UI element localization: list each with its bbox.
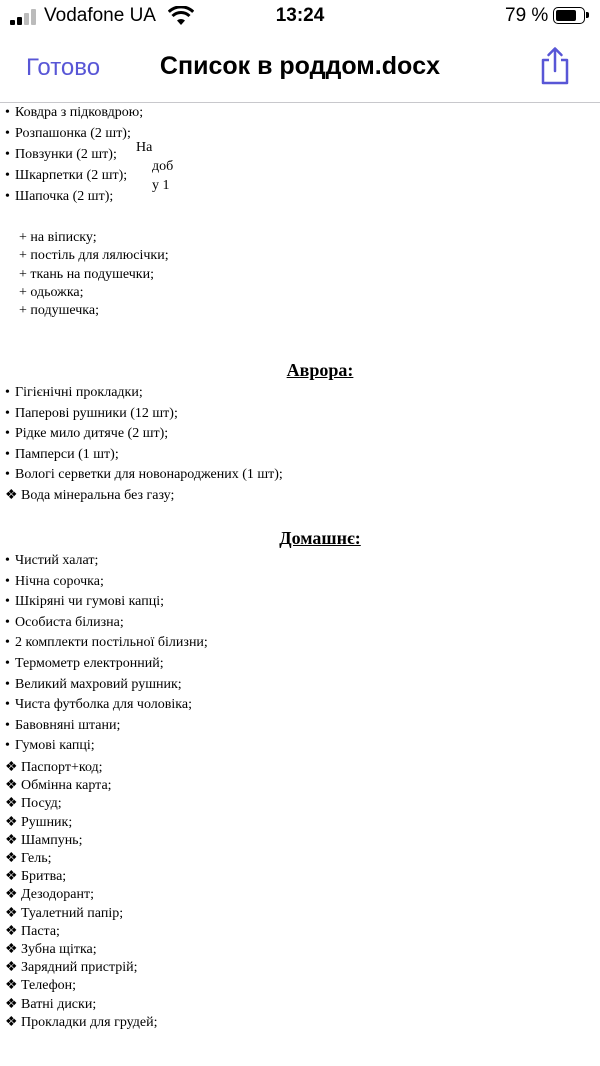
list-item-text: Обмінна карта; — [21, 778, 112, 794]
bullet-icon: • — [5, 426, 10, 442]
bullet-icon: • — [5, 189, 10, 204]
plus-item — [19, 302, 99, 320]
diamond-bullet-icon: ❖ — [5, 978, 18, 994]
list-item — [5, 777, 112, 795]
list-item-text: Чистий халат; — [15, 553, 99, 568]
diamond-bullet-icon: ❖ — [5, 851, 18, 866]
diamond-bullet-icon: ❖ — [5, 832, 18, 848]
list-item-text: Чиста футболка для чоловіка; — [15, 697, 192, 713]
list-item — [5, 405, 178, 423]
plus-item — [19, 284, 84, 302]
list-item — [5, 104, 143, 122]
battery-icon — [553, 7, 585, 24]
list-item-text: Шапочка (2 шт); — [15, 189, 114, 204]
share-icon[interactable] — [538, 46, 572, 86]
list-item-text: Паста; — [21, 923, 60, 939]
list-item-text: Прокладки для грудей; — [21, 1014, 158, 1030]
list-item — [5, 634, 208, 652]
list-item — [5, 125, 131, 143]
list-item — [5, 795, 62, 813]
list-item-text: Рідке мило дитяче (2 шт); — [15, 426, 169, 442]
list-item — [5, 676, 182, 694]
list-item — [5, 996, 96, 1014]
list-item-text: + ткань на подушечки; — [19, 266, 154, 282]
bullet-icon: • — [5, 635, 10, 651]
list-item-text: 2 комплекти постільної білизни; — [15, 635, 208, 651]
list-item-text: Нічна сорочка; — [15, 573, 104, 589]
section-heading-home: Домашнє: — [279, 528, 361, 548]
list-item — [5, 466, 283, 484]
diamond-bullet-icon: ❖ — [5, 796, 18, 812]
list-item — [5, 487, 174, 505]
bullet-icon: • — [5, 405, 10, 421]
bullet-icon: • — [5, 105, 10, 120]
bullet-icon: • — [5, 573, 10, 589]
list-item-text: Великий махровий рушник; — [15, 676, 182, 692]
list-item-text: Туалетний папір; — [21, 905, 124, 921]
list-item-text: Термометр електронний; — [15, 656, 164, 671]
section-heading-aurora: Аврора: — [286, 360, 354, 380]
list-item-text: Зарядний пристрій; — [21, 960, 138, 976]
list-item-text: Бавовняні штани; — [15, 717, 121, 733]
list-item-text: Посуд; — [21, 796, 62, 812]
list-item — [5, 593, 164, 611]
list-item — [5, 146, 117, 164]
list-item-text: Ватні диски; — [21, 996, 97, 1012]
list-item — [5, 188, 113, 206]
list-item-text: Рушник; — [21, 814, 73, 830]
list-item-text: Шкіряні чи гумові капці; — [15, 594, 164, 610]
diamond-bullet-icon: ❖ — [5, 887, 18, 903]
list-item — [5, 886, 94, 904]
bullet-icon: • — [5, 594, 10, 610]
list-item — [5, 614, 124, 632]
diamond-bullet-icon: ❖ — [5, 488, 18, 503]
list-item — [5, 655, 164, 673]
diamond-bullet-icon: ❖ — [5, 1014, 18, 1030]
list-item-text: Бритва; — [21, 869, 67, 885]
list-item-text: Особиста білизна; — [15, 614, 124, 630]
bullet-icon: • — [5, 385, 10, 400]
plus-item — [19, 247, 169, 265]
document-title: Список в роддом.docx — [159, 52, 441, 80]
list-item — [5, 717, 120, 735]
bullet-icon: • — [5, 717, 10, 733]
bullet-icon: • — [5, 168, 10, 183]
list-item-text: Гель; — [21, 851, 52, 866]
navigation-bar — [0, 36, 600, 103]
diamond-bullet-icon: ❖ — [5, 996, 18, 1012]
list-item-text: Повзунки (2 шт); — [15, 147, 117, 162]
bullet-icon: • — [5, 147, 10, 162]
diamond-bullet-icon: ❖ — [5, 905, 18, 921]
list-item-text: Паперові рушники (12 шт); — [15, 405, 178, 421]
bullet-icon: • — [5, 467, 10, 483]
side-note-line: На — [136, 140, 153, 155]
list-item — [5, 923, 60, 941]
list-item-text: Телефон; — [21, 978, 77, 994]
list-item-text: Гігієнічні прокладки; — [15, 385, 143, 400]
diamond-bullet-icon: ❖ — [5, 869, 18, 885]
list-item — [5, 832, 82, 850]
bullet-icon: • — [5, 126, 10, 141]
bullet-icon: • — [5, 676, 10, 692]
diamond-bullet-icon: ❖ — [5, 960, 18, 976]
bullet-icon: • — [5, 697, 10, 713]
diamond-bullet-icon: ❖ — [5, 923, 18, 939]
list-item-text: Ковдра з підковдрою; — [15, 105, 144, 120]
list-item-text: Дезодорант; — [21, 887, 94, 903]
list-item — [5, 552, 98, 570]
list-item — [5, 1014, 157, 1032]
list-item — [5, 814, 72, 832]
list-item-text: + подушечка; — [19, 303, 99, 319]
bullet-icon: • — [5, 738, 10, 754]
list-item — [5, 941, 97, 959]
diamond-bullet-icon: ❖ — [5, 814, 18, 830]
list-item-text: Шкарпетки (2 шт); — [15, 168, 128, 183]
list-item-text: Шампунь; — [21, 832, 83, 848]
bullet-icon: • — [5, 656, 10, 671]
diamond-bullet-icon: ❖ — [5, 778, 18, 794]
list-item-text: Гумові капці; — [15, 738, 95, 754]
list-item — [5, 696, 192, 714]
list-item — [5, 737, 95, 755]
list-item-text: Вологі серветки для новонароджених (1 шт); — [15, 467, 283, 483]
list-item — [5, 425, 168, 443]
battery-percent: 79 % — [505, 5, 549, 26]
list-item — [5, 384, 143, 402]
plus-item — [19, 229, 97, 247]
bullet-icon: • — [5, 614, 10, 630]
list-item — [5, 905, 123, 923]
list-item-text: Памперси (1 шт); — [15, 446, 119, 462]
list-item-text: Вода мінеральна без газу; — [21, 488, 175, 503]
bullet-icon: • — [5, 553, 10, 568]
list-item — [5, 977, 76, 995]
list-item-text: Паспорт+код; — [21, 760, 103, 775]
plus-item — [19, 266, 154, 284]
bullet-icon: • — [5, 446, 10, 462]
list-item — [5, 868, 66, 886]
list-item-text: + на віписку; — [19, 230, 97, 245]
carrier-name: Vodafone UA — [44, 5, 156, 26]
list-item — [5, 446, 119, 464]
list-item — [5, 959, 138, 977]
status-time: 13:24 — [275, 5, 325, 26]
side-note-line: у 1 — [152, 178, 170, 193]
diamond-bullet-icon: ❖ — [5, 760, 18, 775]
side-note-line: доб — [152, 159, 174, 174]
list-item — [5, 573, 104, 591]
list-item — [5, 759, 103, 777]
status-bar — [0, 0, 600, 36]
list-item — [5, 167, 127, 185]
diamond-bullet-icon: ❖ — [5, 942, 18, 957]
list-item-text: + постіль для лялюсічки; — [19, 248, 169, 264]
list-item-text: Зубна щітка; — [21, 942, 97, 957]
side-note — [136, 138, 173, 195]
list-item-text: + одьожка; — [19, 284, 84, 300]
list-item — [5, 850, 52, 868]
done-button[interactable]: Готово — [26, 54, 101, 81]
list-item-text: Розпашонка (2 шт); — [15, 126, 131, 141]
